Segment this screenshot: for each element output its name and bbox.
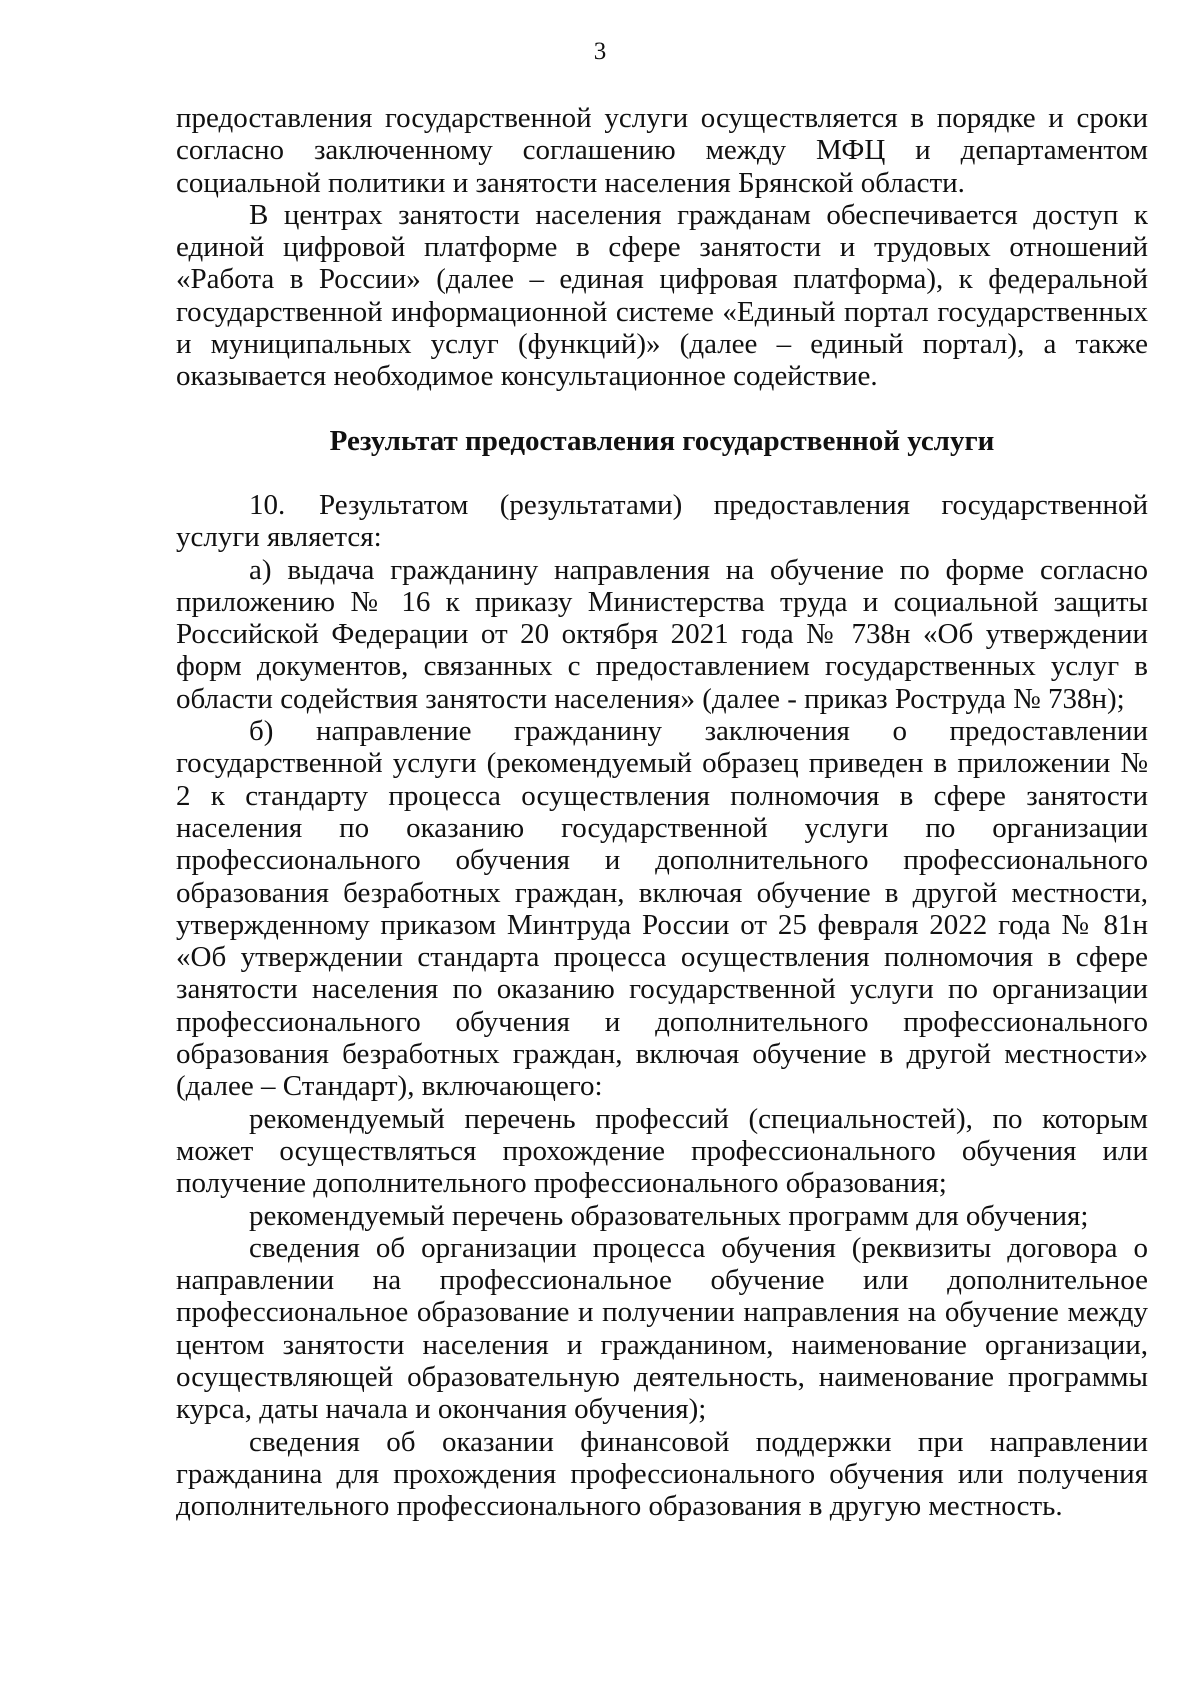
list-item-b: б) направление гражданину заключения о предоставлении государственной услуги (рекомендуемый образец приведен в приложении № 2 к стандарту процесса осуществления полномочия в сфере занятости населения по оказанию государственной услуги по организации профессионального обучения и дополнительного профессионального образования безработных граждан, включая обучение в другой местности, утвержденному приказом Минтруда России от 25 февраля 2022 года № 81н «Об утверждении стандарта процесса осуществления полномочия в сфере занятости населения по оказанию государственной услуги по организации профессионального обучения и дополнительного профессионального образования безработных граждан, включая обучение в другой местности» (далее – Стандарт), включающего: bbox=[176, 715, 1148, 1103]
paragraph-10 bbox=[176, 489, 1148, 554]
document-body bbox=[176, 102, 1148, 1522]
paragraph-employment-centers: В центрах занятости населения гражданам обеспечивается доступ к единой цифровой платформе в сфере занятости и трудовых отношений «Работа в России» (далее – единая цифровая платформа), к федеральной государственной информационной системе «Единый портал государственных и муниципальных услуг (функций)» (далее – единый портал), а также оказывается необходимое консультационное содействие. bbox=[176, 198, 1148, 393]
paragraph-continuation: предоставления государственной услуги осуществляется в порядке и сроки согласно заключенному соглашению между МФЦ и департаментом социальной политики и занятости населения Брянской области. bbox=[176, 102, 1148, 199]
sub-item-financial-support: сведения об оказании финансовой поддержки при направлении гражданина для прохождения профессионального обучения или получения дополнительного профессионального образования в другую местность. bbox=[176, 1425, 1148, 1523]
list-item-a: а) выдача гражданину направления на обучение по форме согласно приложению № 16 к приказу Министерства труда и социальной защиты Российской Федерации от 20 октября 2021 года № 738н «Об утверждении форм документов, связанных с предоставлением государственных услуг в области содействия занятости населения» (далее - приказ Роструда № 738н); bbox=[176, 553, 1148, 715]
section-heading: Результат предоставления государственной услуги bbox=[329, 424, 995, 457]
sub-item-training-organization: сведения об организации процесса обучения (реквизиты договора о направлении на профессиональное обучение или дополнительное профессиональное образование и получении направления на обучение между центом занятости населения и гражданином, наименование организации, осуществляющей образовательную деятельность, наименование программы курса, даты начала и окончания обучения); bbox=[176, 1231, 1148, 1426]
paragraph-number: 10. bbox=[249, 488, 286, 521]
sub-item-programs: рекомендуемый перечень образовательных программ для обучения; bbox=[249, 1199, 1089, 1232]
page-number: 3 bbox=[593, 38, 607, 65]
sub-item-professions: рекомендуемый перечень профессий (специальностей), по которым может осуществляться прохождение профессионального обучения или получение дополнительного профессионального образования; bbox=[176, 1102, 1148, 1200]
paragraph-10-text: Результатом (результатами) предоставления государственной услуги является: bbox=[176, 488, 1148, 554]
